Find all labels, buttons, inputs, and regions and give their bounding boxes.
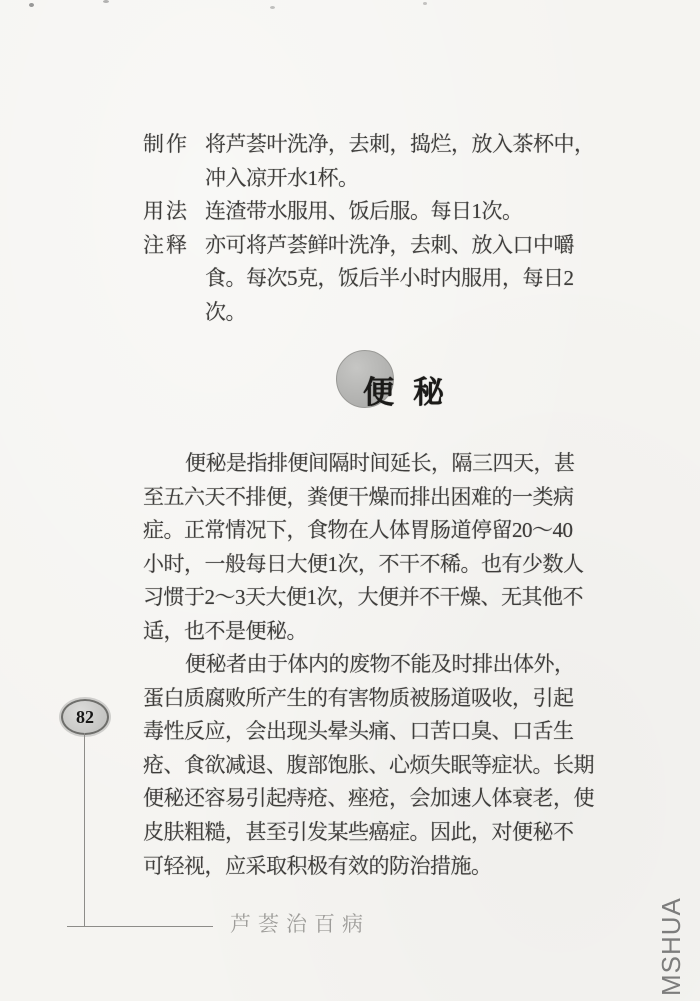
recipe-text-line: 冲入凉开水1杯。 xyxy=(205,165,359,190)
body-text-line: 毒性反应，会出现头晕头痛、口苦口臭、口舌生 xyxy=(143,719,574,744)
section-header xyxy=(336,350,536,410)
page-number: 82 xyxy=(76,706,94,727)
footer-rule-vertical xyxy=(84,733,85,926)
body-text-line: 症。正常情况下，食物在人体胃肠道停留20～40 xyxy=(143,518,573,543)
recipe-text-line: 食。每次5克，饭后半小时内服用，每日2 xyxy=(205,266,574,291)
body-text-line: 疮、食欲减退、腹部饱胀、心烦失眠等症状。长期 xyxy=(143,752,594,777)
paragraph-consequences xyxy=(143,648,613,883)
recipe-label: 制作 xyxy=(143,132,189,156)
recipe-text-line: 亦可将芦荟鲜叶洗净，去刺、放入口中嚼 xyxy=(205,232,574,257)
recipe-text-line: 将芦荟叶洗净，去刺，捣烂，放入茶杯中， xyxy=(205,132,595,156)
body-text-line: 蛋白质腐败所产生的有害物质被肠道吸收，引起 xyxy=(143,685,574,710)
footer-rule-horizontal xyxy=(67,926,213,927)
body-text-line: 便秘是指排便间隔时间延长，隔三四天，甚 xyxy=(185,451,575,475)
recipe-label: 注释 xyxy=(143,232,189,257)
body-text-line: 小时，一般每日大便1次，不干不稀。也有少数人 xyxy=(143,551,584,576)
recipe-row-notes xyxy=(143,229,613,330)
recipe-row-preparation xyxy=(143,128,613,195)
recipe-text-line: 次。 xyxy=(205,299,246,324)
body-text-line: 适，也不是便秘。 xyxy=(143,618,307,643)
scan-speck xyxy=(423,2,427,5)
scan-speck xyxy=(29,3,34,7)
section-title: 便秘 xyxy=(363,375,463,410)
page-number-badge xyxy=(61,699,109,735)
scan-speck xyxy=(103,0,109,3)
watermark-text: MSHUA xyxy=(656,897,686,996)
recipe-section xyxy=(143,128,613,330)
scan-speck xyxy=(270,6,275,9)
body-text-line: 习惯于2～3天大便1次，大便并不干燥、无其他不 xyxy=(143,585,583,610)
body-text-line: 可轻视，应采取积极有效的防治措施。 xyxy=(143,853,492,878)
recipe-row-usage xyxy=(143,195,613,229)
paragraph-definition xyxy=(143,447,613,649)
body-text-line: 便秘者由于体内的废物不能及时排出体外， xyxy=(185,652,575,676)
footer-book-title: 芦荟治百病 xyxy=(230,912,370,936)
body-text-line: 便秘还容易引起痔疮、痤疮，会加速人体衰老，使 xyxy=(143,786,594,811)
recipe-text-line: 连渣带水服用、饭后服。每日1次。 xyxy=(205,199,523,224)
body-text-line: 至五六天不排便，粪便干燥而排出困难的一类病 xyxy=(143,484,574,509)
recipe-label: 用法 xyxy=(143,199,189,224)
body-text-line: 皮肤粗糙，甚至引发某些癌症。因此，对便秘不 xyxy=(143,819,574,844)
